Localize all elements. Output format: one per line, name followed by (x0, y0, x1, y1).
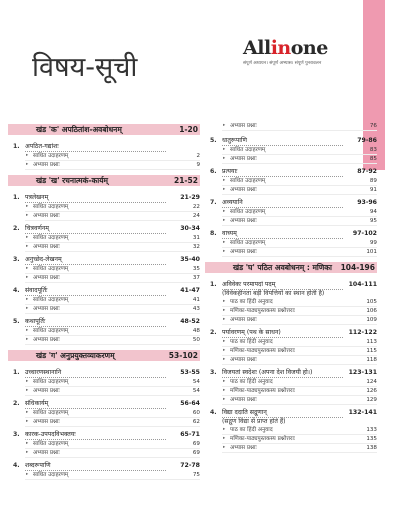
bullet-icon: ▸ (223, 348, 226, 353)
bullet-icon: ▸ (26, 472, 29, 477)
toc-subentry (222, 338, 377, 347)
toc-subentry (25, 296, 200, 305)
section-pages: 104-196 (340, 263, 375, 272)
subentry-label: अभ्यास प्रश्नाः (33, 162, 60, 168)
chapter-number: 7. (210, 199, 217, 206)
bullet-icon: ▸ (26, 235, 29, 240)
toc-subentry (25, 409, 200, 418)
subentry-label: साधित उदाहरणम् (230, 209, 266, 215)
toc-subentry (25, 274, 200, 283)
chapter-pages: 35-40 (180, 256, 200, 263)
bullet-icon: ▸ (26, 297, 29, 302)
chapter-number: 2. (13, 225, 20, 232)
bullet-icon: ▸ (26, 306, 29, 311)
bullet-icon: ▸ (223, 427, 226, 432)
chapter-number: 1. (13, 369, 20, 376)
toc-subentry (25, 203, 200, 212)
subentry-label: साधित उदाहरणम् (230, 240, 266, 246)
toc-subentry (222, 208, 377, 217)
subentry-label: साधित उदाहरणम् (33, 328, 69, 334)
subentry-page: 85 (369, 156, 377, 162)
toc-subentry (25, 234, 200, 243)
bullet-icon: ▸ (26, 153, 29, 158)
bullet-icon: ▸ (223, 299, 226, 304)
subentry-label: मणिका-पाठ्यपुस्तकस्य प्रश्नोत्तराः (230, 308, 295, 314)
section-header (8, 173, 200, 188)
section-header (8, 122, 200, 137)
chapter-row (210, 328, 377, 338)
chapter-row (210, 136, 377, 146)
subentry-label: साधित उदाहरणम् (33, 441, 69, 447)
subentry-page: 95 (369, 218, 377, 224)
chapter-title: संवादपूर्तिः (25, 286, 166, 296)
chapter-title: विद्या ददाति सद्गुणान् (222, 408, 343, 418)
toc-subentry (222, 347, 377, 356)
chapter-title: विजयतां स्वदेशः (अपना देश विजयी हो।) (222, 368, 343, 378)
bullet-icon: ▸ (26, 266, 29, 271)
subentry-page: 22 (192, 204, 200, 210)
subentry-page: 60 (192, 410, 200, 416)
chapter-pages: 123-131 (348, 369, 377, 376)
chapter-row (13, 224, 200, 234)
subentry-page: 89 (369, 178, 377, 184)
subentry-page: 75 (192, 472, 200, 478)
bullet-icon: ▸ (26, 162, 29, 167)
subentry-label: पाठ का हिंदी अनुवाद (230, 299, 273, 305)
subentry-label: अभ्यास प्रश्नाः (230, 218, 257, 224)
chapter-pages: 21-29 (180, 194, 200, 201)
subentry-label: अभ्यास प्रश्नाः (33, 388, 60, 394)
chapter-pages: 132-141 (348, 409, 377, 416)
subentry-page: 106 (366, 308, 377, 314)
subentry-label: अभ्यास प्रश्नाः (230, 357, 257, 363)
bullet-icon: ▸ (223, 218, 226, 223)
bullet-icon: ▸ (26, 337, 29, 342)
toc-chapter (8, 142, 200, 170)
chapter-pages: 48-52 (180, 318, 200, 325)
subentry-page: 41 (192, 297, 200, 303)
section-pages: 53-102 (168, 351, 198, 360)
chapter-number: 3. (13, 431, 20, 438)
subentry-label: साधित उदाहरणम् (33, 297, 69, 303)
subentry-label: अभ्यास प्रश्नाः (230, 317, 257, 323)
subentry-page: 101 (366, 249, 377, 255)
toc-subentry (25, 161, 200, 170)
toc-subentry (222, 239, 377, 248)
subentry-label: मणिका-पाठ्यपुस्तकस्य प्रश्नोत्तराः (230, 348, 295, 354)
toc-subentry (25, 471, 200, 480)
toc-subentry (25, 212, 200, 221)
toc-subentry (222, 307, 377, 316)
bullet-icon: ▸ (223, 123, 226, 128)
subentry-page: 69 (192, 450, 200, 456)
toc-chapter (205, 408, 377, 453)
chapter-pages: 56-64 (180, 400, 200, 407)
subentry-page: 48 (192, 328, 200, 334)
toc-chapter (8, 430, 200, 458)
chapter-title: उच्चारणस्थानानि (25, 368, 166, 378)
toc-subentry (222, 435, 377, 444)
subentry-page: 118 (366, 357, 377, 363)
subentry-page: 2 (196, 153, 200, 159)
toc-subentry (25, 336, 200, 345)
chapter-number: 1. (13, 143, 20, 150)
chapter-title: संधिकार्यम् (25, 399, 166, 409)
chapter-title: अविवेकः परमापदां पदम् (222, 280, 343, 290)
bullet-icon: ▸ (223, 187, 226, 192)
toc-subentry (25, 387, 200, 396)
toc-chapter (8, 224, 200, 252)
subentry-label: अभ्यास प्रश्नाः (230, 249, 257, 255)
bullet-icon: ▸ (223, 339, 226, 344)
bullet-icon: ▸ (223, 178, 226, 183)
chapter-row (13, 461, 200, 471)
chapter-number: 3. (13, 256, 20, 263)
toc-subentry (222, 356, 377, 365)
subentry-page: 109 (366, 317, 377, 323)
bullet-icon: ▸ (223, 308, 226, 313)
toc-subentry (222, 378, 377, 387)
bullet-icon: ▸ (26, 419, 29, 424)
toc-subentry (222, 186, 377, 195)
section-pages: 21-52 (174, 176, 198, 185)
bullet-icon: ▸ (26, 450, 29, 455)
subentry-label: अभ्यास प्रश्नाः (230, 187, 257, 193)
bullet-icon: ▸ (26, 213, 29, 218)
subentry-label: साधित उदाहरणम् (230, 147, 266, 153)
bullet-icon: ▸ (26, 275, 29, 280)
chapter-number: 5. (13, 318, 20, 325)
bullet-icon: ▸ (26, 379, 29, 384)
subentry-page: 138 (366, 445, 377, 451)
page-title: विषय-सूची (32, 52, 138, 83)
chapter-row (210, 408, 377, 418)
section-title: खंड 'घ' पठित अवबोधनम् : मणिका (233, 263, 332, 272)
bullet-icon: ▸ (223, 147, 226, 152)
section-header (205, 260, 377, 275)
toc-subentry (25, 378, 200, 387)
toc-subentry (222, 177, 377, 186)
chapter-title: पर्यावरणम् (पथ के साधन) (222, 328, 343, 338)
subentry-page: 83 (369, 147, 377, 153)
subentry-label: अभ्यास प्रश्नाः (230, 123, 257, 129)
toc-subentry (222, 217, 377, 226)
chapter-number: 2. (13, 400, 20, 407)
subentry-label: अभ्यास प्रश्नाः (33, 337, 60, 343)
chapter-title: वाच्यम् (222, 229, 343, 239)
subentry-label: साधित उदाहरणम् (33, 266, 69, 272)
toc-subentry (222, 396, 377, 405)
toc-chapter (205, 136, 377, 164)
bullet-icon: ▸ (223, 388, 226, 393)
subentry-page: 126 (366, 388, 377, 394)
chapter-number: 3. (210, 369, 217, 376)
subentry-page: 124 (366, 379, 377, 385)
subentry-page: 105 (366, 299, 377, 305)
toc-subentry (222, 146, 377, 155)
subentry-page: 62 (192, 419, 200, 425)
chapter-row (210, 280, 377, 290)
section-title: खंड 'ग' अनुप्रयुक्तव्याकरणम् (36, 351, 115, 360)
chapter-row (210, 198, 377, 208)
subentry-label: अभ्यास प्रश्नाः (230, 445, 257, 451)
section-title: खंड 'ख' रचनात्मकं-कार्यम् (36, 176, 109, 185)
chapter-pages: 79-86 (357, 137, 377, 144)
subentry-page: 69 (192, 441, 200, 447)
subentry-page: 76 (369, 123, 377, 129)
subentry-page: 91 (369, 187, 377, 193)
chapter-number: 8. (210, 230, 217, 237)
toc-subentry (25, 305, 200, 314)
chapter-number: 4. (210, 409, 217, 416)
subentry-page: 54 (192, 379, 200, 385)
subentry-page: 31 (192, 235, 200, 241)
subentry-page: 50 (192, 337, 200, 343)
chapter-title: शब्दरूपाणि (25, 461, 166, 471)
subentry-label: साधित उदाहरणम् (33, 410, 69, 416)
brand-logo (243, 38, 361, 78)
subentry-label: साधित उदाहरणम् (33, 204, 69, 210)
subentry-label: पाठ का हिंदी अनुवाद (230, 427, 273, 433)
chapter-row (13, 399, 200, 409)
chapter-number: 4. (13, 462, 20, 469)
bullet-icon: ▸ (223, 445, 226, 450)
chapter-row (13, 368, 200, 378)
chapter-pages: 41-47 (180, 287, 200, 294)
chapter-title: अपठित-गद्यांशः (25, 142, 166, 152)
toc-left-column (8, 122, 200, 483)
subentry-label: अभ्यास प्रश्नाः (33, 419, 60, 425)
bullet-icon: ▸ (223, 357, 226, 362)
chapter-row (13, 142, 200, 152)
subentry-page: 94 (369, 209, 377, 215)
toc-subentry (25, 243, 200, 252)
subentry-label: अभ्यास प्रश्नाः (33, 450, 60, 456)
logo-wordmark: Allinone (243, 37, 328, 59)
subentry-page: 24 (192, 213, 200, 219)
toc-chapter (8, 193, 200, 221)
subentry-page: 135 (366, 436, 377, 442)
chapter-row (210, 368, 377, 378)
bullet-icon: ▸ (26, 328, 29, 333)
subentry-page: 35 (192, 266, 200, 272)
chapter-row (210, 167, 377, 177)
chapter-title: अव्ययानि (222, 198, 343, 208)
subentry-page: 129 (366, 397, 377, 403)
subentry-label: मणिका-पाठ्यपुस्तकस्य प्रश्नोत्तराः (230, 436, 295, 442)
subentry-label: साधित उदाहरणम् (33, 379, 69, 385)
chapter-number: 4. (13, 287, 20, 294)
subentry-label: साधित उदाहरणम् (33, 472, 69, 478)
chapter-pages: 112-122 (348, 329, 377, 336)
bullet-icon: ▸ (223, 156, 226, 161)
section-pages: 1-20 (179, 125, 198, 134)
subentry-label: अभ्यास प्रश्नाः (230, 156, 257, 162)
toc-chapter (205, 368, 377, 405)
toc-subentry (222, 444, 377, 453)
chapter-number: 1. (210, 281, 217, 288)
subentry-page: 43 (192, 306, 200, 312)
chapter-title: कथापूर्तिः (25, 317, 166, 327)
chapter-subtitle: (विवेकहीनता बड़ी विपत्तियों का स्थान होती है) (222, 290, 325, 297)
subentry-label: पाठ का हिंदी अनुवाद (230, 339, 273, 345)
subentry-label: अभ्यास प्रश्नाः (230, 397, 257, 403)
section-header (8, 348, 200, 363)
toc-chapter (8, 368, 200, 396)
toc-chapter (8, 461, 200, 480)
chapter-title: प्रत्ययाः (222, 167, 343, 177)
chapter-number: 5. (210, 137, 217, 144)
bullet-icon: ▸ (223, 209, 226, 214)
toc-chapter (205, 328, 377, 365)
chapter-pages: 87-92 (357, 168, 377, 175)
chapter-title: पत्रलेखनम् (25, 193, 166, 203)
toc-right-column (205, 122, 377, 456)
bullet-icon: ▸ (26, 388, 29, 393)
subentry-page: 115 (366, 348, 377, 354)
logo-tagline: संपूर्ण अध्ययन। संपूर्ण अभ्यास। संपूर्ण पुनरावलन (243, 61, 322, 66)
chapter-row (13, 317, 200, 327)
subentry-page: 99 (369, 240, 377, 246)
bullet-icon: ▸ (223, 317, 226, 322)
bullet-icon: ▸ (26, 441, 29, 446)
toc-subentry (25, 265, 200, 274)
bullet-icon: ▸ (26, 204, 29, 209)
subentry-label: साधित उदाहरणम् (33, 153, 69, 159)
toc-subentry (222, 298, 377, 307)
toc-subentry (222, 248, 377, 257)
chapter-pages: 65-71 (180, 431, 200, 438)
chapter-number: 2. (210, 329, 217, 336)
toc-subentry (222, 387, 377, 396)
chapter-row (13, 430, 200, 440)
chapter-row (210, 229, 377, 239)
subentry-label: अभ्यास प्रश्नाः (33, 244, 60, 250)
toc-subentry (222, 426, 377, 435)
bullet-icon: ▸ (26, 410, 29, 415)
toc-subentry (25, 440, 200, 449)
chapter-row (13, 193, 200, 203)
chapter-row (13, 286, 200, 296)
toc-chapter (8, 255, 200, 283)
subentry-label: मणिका-पाठ्यपुस्तकस्य प्रश्नोत्तराः (230, 388, 295, 394)
toc-chapter (8, 317, 200, 345)
toc-subentry (25, 327, 200, 336)
toc-subentry (25, 152, 200, 161)
chapter-pages: 53-55 (180, 369, 200, 376)
chapter-pages: 104-111 (348, 281, 377, 288)
subentry-page: 37 (192, 275, 200, 281)
subentry-page: 113 (366, 339, 377, 345)
subentry-page: 54 (192, 388, 200, 394)
chapter-pages: 30-34 (180, 225, 200, 232)
bullet-icon: ▸ (223, 397, 226, 402)
chapter-pages: 97-102 (352, 230, 377, 237)
toc-chapter (205, 167, 377, 195)
subentry-label: साधित उदाहरणम् (230, 178, 266, 184)
toc-chapter (205, 198, 377, 226)
toc-subentry (25, 449, 200, 458)
toc-chapter (205, 229, 377, 257)
chapter-number: 6. (210, 168, 217, 175)
chapter-title: कारक-उपपदविभक्तयः (25, 430, 166, 440)
bullet-icon: ▸ (223, 249, 226, 254)
toc-subentry (222, 155, 377, 164)
toc-subentry (222, 316, 377, 325)
subentry-page: 133 (366, 427, 377, 433)
subentry-label: अभ्यास प्रश्नाः (33, 306, 60, 312)
chapter-row (13, 255, 200, 265)
chapter-pages: 72-78 (180, 462, 200, 469)
bullet-icon: ▸ (223, 436, 226, 441)
subentry-page: 9 (196, 162, 200, 168)
bullet-icon: ▸ (26, 244, 29, 249)
chapter-title: धातुरूपाणि (222, 136, 343, 146)
section-title: खंड 'क' अपठितांश-अवबोधनम् (36, 125, 122, 134)
chapter-pages: 93-96 (357, 199, 377, 206)
chapter-subtitle: (सद्गुण विद्या से प्राप्त होते हैं) (222, 418, 286, 425)
subentry-page: 32 (192, 244, 200, 250)
chapter-title: चित्रवर्णनम् (25, 224, 166, 234)
chapter-number: 1. (13, 194, 20, 201)
toc-subentry (222, 122, 377, 131)
chapter-title: अनुच्छेद-लेखनम् (25, 255, 166, 265)
bullet-icon: ▸ (223, 379, 226, 384)
toc-subentry (25, 418, 200, 427)
subentry-label: साधित उदाहरणम् (33, 235, 69, 241)
subentry-label: अभ्यास प्रश्नाः (33, 213, 60, 219)
toc-chapter (8, 286, 200, 314)
toc-chapter (205, 280, 377, 325)
subentry-label: पाठ का हिंदी अनुवाद (230, 379, 273, 385)
toc-chapter (8, 399, 200, 427)
subentry-label: अभ्यास प्रश्नाः (33, 275, 60, 281)
bullet-icon: ▸ (223, 240, 226, 245)
